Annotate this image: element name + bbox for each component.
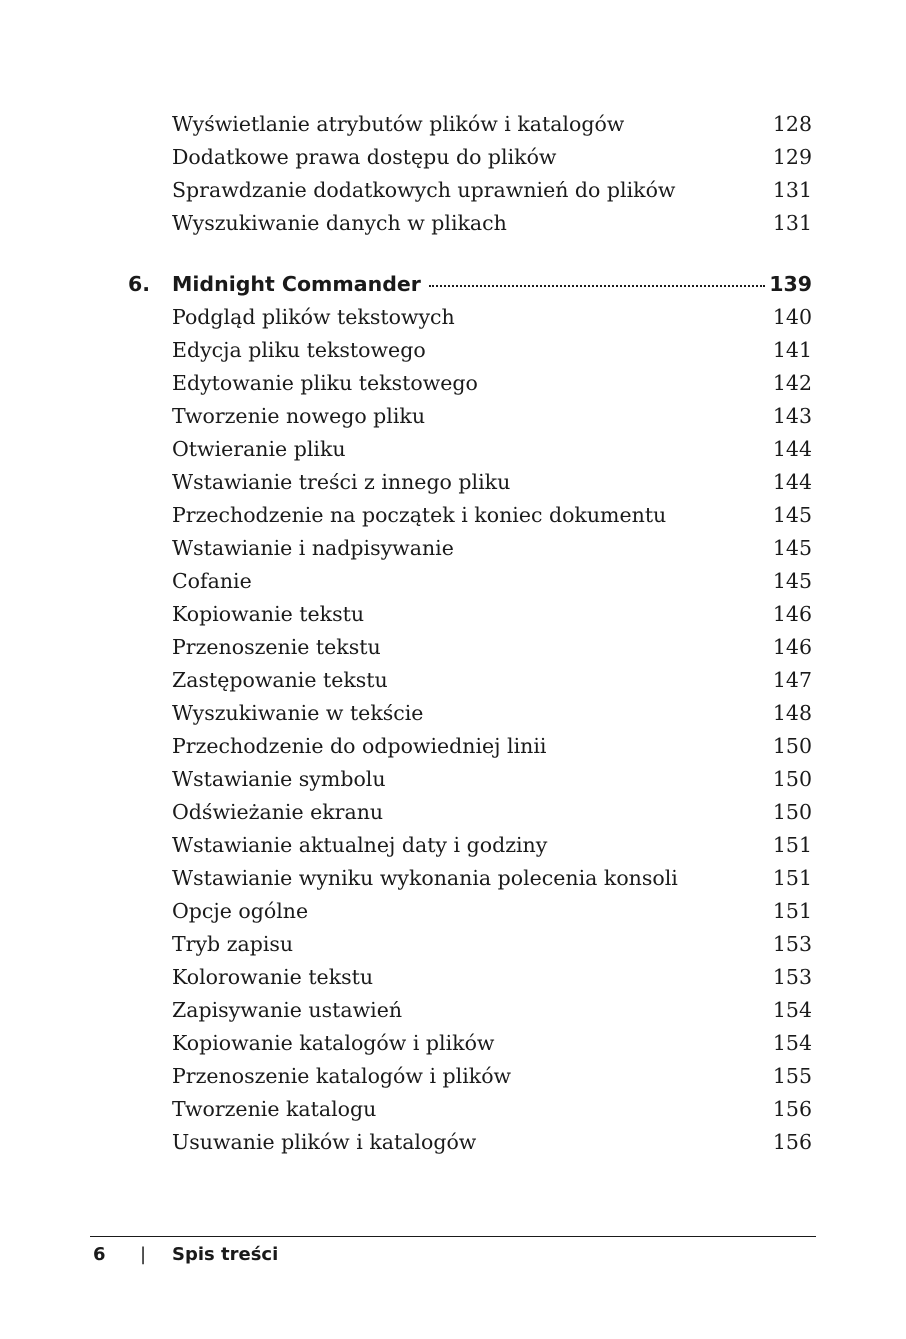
toc-entry-title: Przenoszenie tekstu	[172, 635, 381, 659]
toc-entry-title: Tryb zapisu	[172, 932, 294, 956]
toc-entry-page: 154	[772, 998, 812, 1022]
toc-entry-title: Wstawianie aktualnej daty i godziny	[172, 833, 548, 857]
toc-entry	[172, 631, 812, 664]
toc-entry-page: 156	[772, 1130, 812, 1154]
toc-entry-title: Kolorowanie tekstu	[172, 965, 374, 989]
toc-entry-title: Przechodzenie na początek i koniec dokumentu	[172, 503, 667, 527]
toc-entry	[172, 334, 812, 367]
toc-entry-title: Kopiowanie tekstu	[172, 602, 365, 626]
toc-entry-page: 141	[772, 338, 812, 362]
toc-entry-page: 147	[772, 668, 812, 692]
toc-entry-title: Opcje ogólne	[172, 899, 309, 923]
toc-entry-page: 145	[772, 503, 812, 527]
toc-entry	[172, 400, 812, 433]
footer-section-title: Spis treści	[172, 1244, 279, 1265]
toc-entry-page: 150	[772, 800, 812, 824]
toc-entry-page: 145	[772, 569, 812, 593]
footer-separator: |	[140, 1244, 147, 1265]
toc-entry-title: Przenoszenie katalogów i plików	[172, 1064, 512, 1088]
toc-entry-title: Tworzenie nowego pliku	[172, 404, 426, 428]
toc-entry-page: 145	[772, 536, 812, 560]
toc-entry-page: 144	[772, 437, 812, 461]
toc-entry-title: Wstawianie treści z innego pliku	[172, 470, 511, 494]
toc-entry-page: 151	[772, 899, 812, 923]
toc-entry-title: Tworzenie katalogu	[172, 1097, 377, 1121]
toc-entry-page: 150	[772, 767, 812, 791]
toc-entry	[172, 598, 812, 631]
toc-entry-title: Wyszukiwanie danych w plikach	[172, 211, 507, 235]
toc-entry-title: Wstawianie i nadpisywanie	[172, 536, 454, 560]
toc-entry-page: 148	[772, 701, 812, 725]
toc-entry-title: Edycja pliku tekstowego	[172, 338, 426, 362]
toc-entry	[172, 961, 812, 994]
toc-entry-title: Przechodzenie do odpowiedniej linii	[172, 734, 547, 758]
footer-rule	[90, 1236, 816, 1237]
toc-entry-page: 156	[772, 1097, 812, 1121]
toc-entry-title: Zapisywanie ustawień	[172, 998, 403, 1022]
toc-entry-page: 150	[772, 734, 812, 758]
toc-entry	[172, 108, 812, 141]
toc-entry-page: 131	[772, 211, 812, 235]
toc-entry	[172, 796, 812, 829]
toc-entry	[172, 1093, 812, 1126]
toc-entry-page: 142	[772, 371, 812, 395]
toc-entry-title: Sprawdzanie dodatkowych uprawnień do plików	[172, 178, 676, 202]
toc-entry-page: 151	[772, 866, 812, 890]
toc-entry-page: 153	[772, 932, 812, 956]
toc-entry-title: Cofanie	[172, 569, 252, 593]
toc-entry	[172, 1060, 812, 1093]
toc-section-continued	[172, 108, 812, 240]
toc-entry	[172, 895, 812, 928]
toc-entry-page: 153	[772, 965, 812, 989]
toc-entry-page: 146	[772, 635, 812, 659]
toc-entry-page: 131	[772, 178, 812, 202]
toc-entry	[172, 829, 812, 862]
toc-entry-title: Usuwanie plików i katalogów	[172, 1130, 477, 1154]
toc-entry-page: 140	[772, 305, 812, 329]
toc-entry-title: Odświeżanie ekranu	[172, 800, 384, 824]
dot-leader	[429, 285, 765, 287]
toc-entry	[172, 664, 812, 697]
toc-entry-title: Edytowanie pliku tekstowego	[172, 371, 478, 395]
toc-entry-title: Wstawianie symbolu	[172, 767, 386, 791]
toc-entry	[172, 1126, 812, 1159]
toc-entry-title: Otwieranie pliku	[172, 437, 346, 461]
footer-page-number: 6	[93, 1244, 106, 1265]
toc-entry	[172, 730, 812, 763]
toc-entry-title: Kopiowanie katalogów i plików	[172, 1031, 495, 1055]
toc-entry	[172, 994, 812, 1027]
toc-entry	[172, 466, 812, 499]
toc-entry	[172, 174, 812, 207]
toc-entry	[172, 433, 812, 466]
toc-chapter-entries	[172, 301, 812, 1159]
toc-entry-title: Wyszukiwanie w tekście	[172, 701, 424, 725]
toc-entry	[172, 301, 812, 334]
chapter-heading	[128, 268, 812, 301]
toc-entry	[172, 1027, 812, 1060]
toc-entry	[172, 565, 812, 598]
toc-entry-title: Wyświetlanie atrybutów plików i katalogów	[172, 112, 625, 136]
toc-entry	[172, 763, 812, 796]
toc-entry-page: 144	[772, 470, 812, 494]
chapter-page-number: 139	[769, 272, 812, 296]
toc-entry-page: 129	[772, 145, 812, 169]
toc-entry	[172, 697, 812, 730]
toc-entry-page: 146	[772, 602, 812, 626]
toc-entry	[172, 499, 812, 532]
toc-entry-page: 151	[772, 833, 812, 857]
toc-entry-page: 155	[772, 1064, 812, 1088]
toc-entry	[172, 928, 812, 961]
toc-entry	[172, 141, 812, 174]
toc-entry-title: Podgląd plików tekstowych	[172, 305, 455, 329]
chapter-number: 6.	[128, 272, 151, 296]
toc-entry-page: 128	[772, 112, 812, 136]
toc-entry-page: 143	[772, 404, 812, 428]
chapter-title: Midnight Commander	[172, 272, 421, 296]
toc-entry	[172, 207, 812, 240]
toc-entry-page: 154	[772, 1031, 812, 1055]
toc-entry	[172, 862, 812, 895]
toc-entry-title: Dodatkowe prawa dostępu do plików	[172, 145, 557, 169]
toc-entry	[172, 532, 812, 565]
toc-entry	[172, 367, 812, 400]
toc-entry-title: Wstawianie wyniku wykonania polecenia konsoli	[172, 866, 678, 890]
toc-entry-title: Zastępowanie tekstu	[172, 668, 388, 692]
